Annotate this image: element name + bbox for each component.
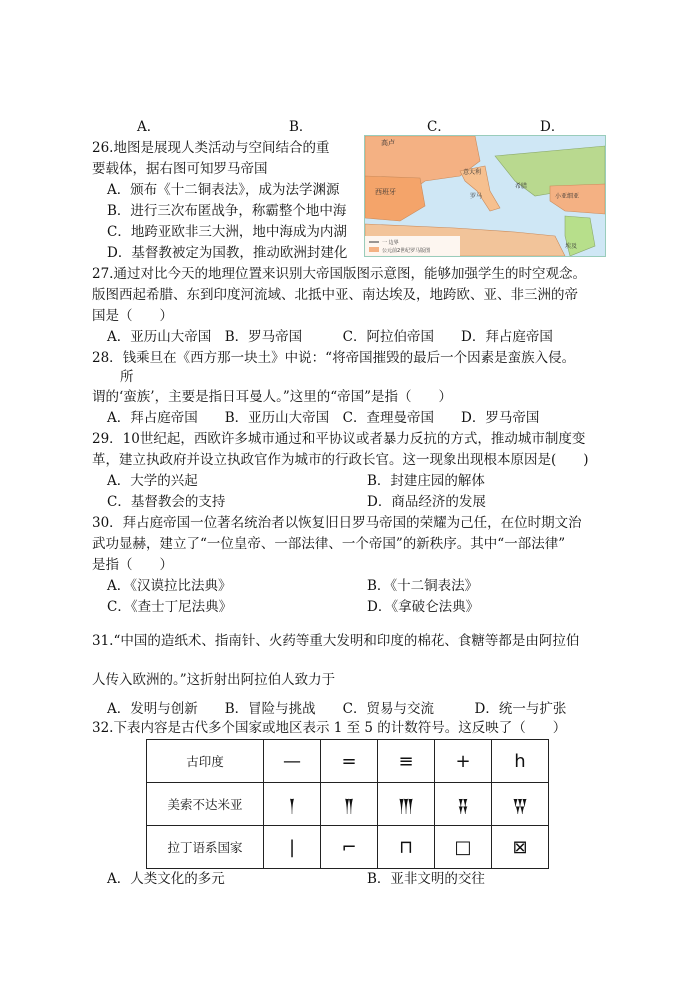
- svg-text:一 边界: [382, 239, 399, 246]
- q31-line1: 31.“中国的造纸术、指南针、火药等重大发明和印度的棉花、食糖等都是由阿拉伯: [92, 633, 580, 649]
- q27-line2: 版图西起希腊、东到印度河流域、北抵中亚、南达埃及，地跨欧、亚、非三洲的帝: [92, 287, 578, 303]
- numeral-symbol: 𒁹: [264, 783, 321, 826]
- q26-stem-line2: 要载体，据右图可知罗马帝国: [92, 161, 268, 177]
- map-legend-territory: 公元前2世纪罗马版图: [382, 248, 431, 254]
- q28-line1: 28．钱乘旦在《西方那一块土》中说：“将帝国摧毁的最后一个因素是蛮族入侵。: [92, 350, 576, 366]
- q26-option-c: C．地跨亚欧非三大洲，地中海成为内湖: [107, 224, 347, 240]
- table-row: [147, 740, 549, 783]
- map-label-gaul: 高卢: [381, 139, 395, 147]
- numeral-symbol: ⊓: [378, 826, 435, 869]
- svg-text:小亚细亚: [555, 192, 579, 200]
- q28-line2: 所: [120, 369, 134, 385]
- q26-option-d: D．基督教被定为国教，推动欧洲封建化: [107, 245, 348, 261]
- q29-option-b: B．封建庄园的解体: [367, 473, 485, 489]
- q26-stem-line1: 26.地图是展现人类活动与空间结合的重: [92, 140, 330, 156]
- map-label-asia-minor: 小亚细亚: [555, 193, 580, 200]
- q29-line2: 革，建立执政府并设立执政官作为城市的行政长官。这一现象出现根本原因是( ): [92, 452, 589, 468]
- top-option-b: B．: [289, 119, 313, 135]
- numeral-symbol: 𒈫: [321, 783, 378, 826]
- q32-option-a: A．人类文化的多元: [107, 871, 225, 887]
- map-label-egypt: 埃及: [565, 243, 578, 250]
- numeral-symbol: ≡: [378, 740, 435, 783]
- q30-line2: 武功显赫，建立了“一位皇帝、一部法律、一个帝国”的新秩序。其中“一部法律”: [92, 536, 566, 552]
- q29-option-c: C．基督教会的支持: [107, 494, 226, 510]
- q28-line3: 谓的‘蛮族’，主要是指日耳曼人。”这里的“帝国”是指（ ）: [92, 389, 453, 405]
- table-row: [147, 826, 549, 869]
- svg-text:埃及: [565, 242, 577, 250]
- numeral-symbol: ⌐: [321, 826, 378, 869]
- q32-stem: 32.下表内容是古代多个国家或地区表示 1 至 5 的计数符号。这反映了（ ）: [92, 720, 567, 736]
- numeral-symbol: —: [264, 740, 321, 783]
- map-label-rome: 罗马: [470, 193, 483, 200]
- numeral-symbol: h: [492, 740, 549, 783]
- q27-line1: 27.通过对比今天的地理位置来识别大帝国版图示意图，能够加强学生的时空观念。: [92, 266, 586, 282]
- svg-text:希腊: [515, 182, 527, 190]
- svg-text:公元前2世纪罗马版图: [382, 247, 430, 254]
- roman-empire-map: [364, 135, 606, 257]
- map-legend-border: 一 边界: [382, 240, 399, 246]
- svg-text:罗马: [470, 192, 482, 200]
- q30-line3: 是指（ ）: [92, 557, 173, 573]
- top-option-d: D．: [540, 119, 565, 135]
- q26-option-b: B．进行三次布匿战争，称霸整个地中海: [107, 203, 347, 219]
- top-option-a: A．: [137, 119, 161, 135]
- q31-line2: 人传入欧洲的。”这折射出阿拉伯人致力于: [92, 672, 336, 688]
- numeral-symbol: □: [435, 826, 492, 869]
- svg-text:意大利: [463, 168, 481, 176]
- row-name: 拉丁语系国家: [147, 826, 264, 869]
- row-name: 古印度: [147, 740, 264, 783]
- row-name: 美索不达米亚: [147, 783, 264, 826]
- q30-option-c: C．《查士丁尼法典》: [107, 599, 233, 615]
- numeral-table: [146, 739, 549, 869]
- numeral-symbol: +: [435, 740, 492, 783]
- q27-line3: 国是（ ）: [92, 308, 173, 324]
- numeral-symbol: ⊠: [492, 826, 549, 869]
- q29-option-d: D．商品经济的发展: [367, 494, 486, 510]
- top-option-c: C．: [427, 119, 451, 135]
- map-label-greece: 希腊: [515, 183, 528, 190]
- svg-text:高卢: [381, 138, 395, 147]
- map-label-spain: 西班牙: [375, 188, 396, 196]
- numeral-symbol: 𒐊: [492, 783, 549, 826]
- q30-line1: 30．拜占庭帝国一位著名统治者以恢复旧日罗马帝国的荣耀为己任，在位时期文治: [92, 515, 582, 531]
- q32-option-b: B．亚非文明的交往: [367, 871, 485, 887]
- svg-text:西班牙: [375, 187, 396, 196]
- q30-option-d: D．《拿破仑法典》: [367, 599, 480, 615]
- q28-options: A．拜占庭帝国 B．亚历山大帝国 C．查理曼帝国 D．罗马帝国: [107, 410, 540, 426]
- q26-option-a: A．颁布《十二铜表法》，成为法学渊源: [107, 182, 340, 198]
- numeral-symbol: =: [321, 740, 378, 783]
- numeral-symbol: 𒐉: [435, 783, 492, 826]
- q29-line1: 29．10世纪起，西欧许多城市通过和平协议或者暴力反抗的方式，推动城市制度变: [92, 431, 586, 447]
- q31-options: A．发明与创新 B．冒险与挑战 C．贸易与交流 D．统一与扩张: [107, 701, 567, 717]
- q30-option-b: B．《十二铜表法》: [367, 578, 479, 594]
- map-label-italy: 意大利: [463, 169, 482, 176]
- table-row: [147, 783, 549, 826]
- numeral-symbol: 𒐈: [378, 783, 435, 826]
- q27-options: A．亚历山大帝国 B．罗马帝国 C．阿拉伯帝国 D．拜占庭帝国: [107, 329, 553, 345]
- numeral-symbol: |: [264, 826, 321, 869]
- q29-option-a: A．大学的兴起: [107, 473, 198, 489]
- q30-option-a: A．《汉谟拉比法典》: [107, 578, 232, 594]
